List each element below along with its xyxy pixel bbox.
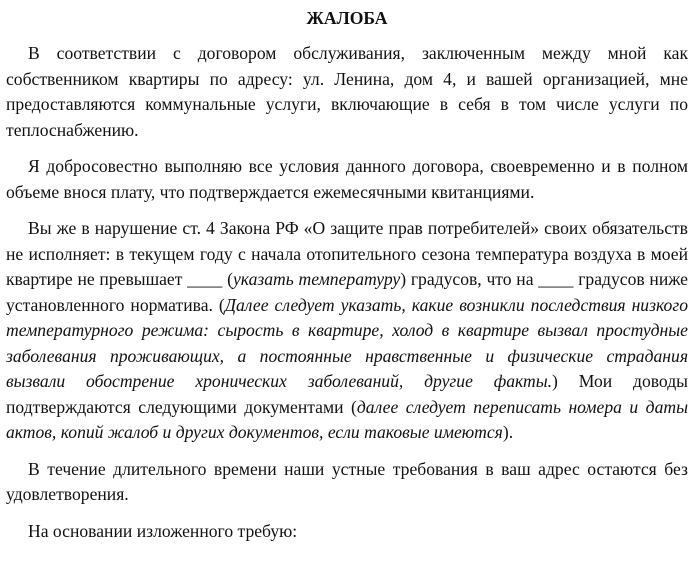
paragraph-demand: На основании изложенного требую: [28,520,298,541]
document-title: ЖАЛОБА [306,8,388,28]
violation-text-3: ) Мои доводы подтверждаются следующими документами ( [6,371,688,417]
violation-text-1: Вы же в нарушение ст. 4 Закона РФ «О защите прав потребителей» своих обязательств не исполняет: в текущем году с начала отопительного сезона температура воздуха в моей квартире не превышает ____ ( [6,218,688,289]
paragraph-payment: Я добросовестно выполняю все условия данного договора, своевременно и в полном объеме внося плату, что подтверждается ежемесячными квитанциями. [6,156,688,202]
violation-text-4: ). [502,422,514,442]
violation-note-temperature: указать температуру [232,269,401,289]
paragraph-contract: В соответствии с договором обслуживания, заключенным между мной как собственником квартиры по адресу: ул. Ленина, дом 4, и вашей организацией, мне предоставляются коммунальные услуги, включающие в себя в том числе услуги по теплоснабжению. [6,43,688,140]
complaint-document [6,6,688,555]
violation-note-consequences: Далее следует указать, какие возникли последствия низкого температурного режима: сырость в квартире, холод в квартире вызвал простудные заболевания проживающих, а постоянные нравственные и физические страдания вызвали обострение хронических заболеваний, другие факты. [6,294,688,391]
paragraph-violation [6,216,688,446]
violation-note-documents: далее следует переписать номера и даты актов, копий жалоб и других документов, если таковые имеются [6,396,688,442]
violation-text-2: ) градусов, что на ____ градусов ниже установленного норматива. ( [6,269,688,315]
paragraph-unsatisfied: В течение длительного времени наши устные требования в ваш адрес остаются без удовлетворения. [6,458,688,504]
